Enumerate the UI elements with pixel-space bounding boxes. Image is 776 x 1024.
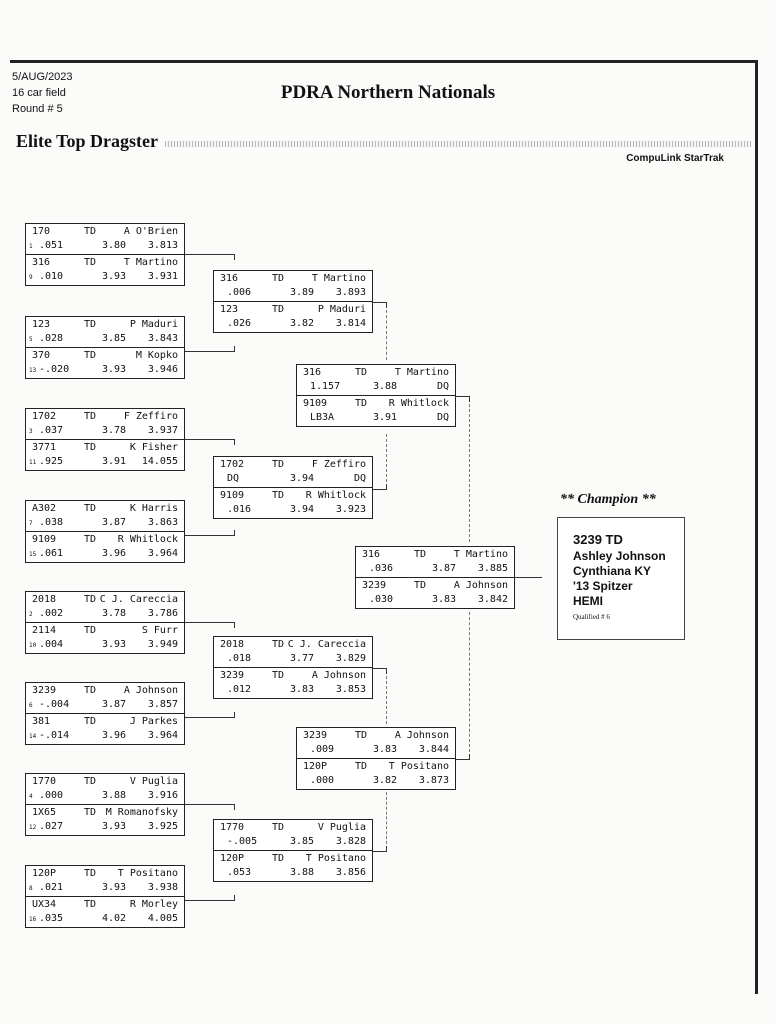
car-number: 316: [362, 549, 381, 560]
champion-label: ** Champion **: [560, 492, 656, 507]
timeslip-value: 3.964: [147, 730, 178, 741]
elapsed-time: 3.91: [102, 456, 127, 467]
bracket-connector: [185, 530, 235, 536]
timeslip-value: 3.843: [147, 333, 178, 344]
qualifying-position: 13: [29, 367, 37, 374]
elapsed-time: 3.94: [290, 473, 315, 484]
car-class: TD: [84, 625, 97, 636]
timeslip-value: 3.814: [335, 318, 366, 329]
reaction-time: .038: [39, 517, 64, 528]
racer-lane: [26, 501, 184, 531]
qualifying-position: 12: [29, 824, 37, 831]
driver-name: T Positano: [117, 868, 178, 879]
car-number: 1770: [220, 822, 245, 833]
racer-lane: [214, 667, 372, 698]
car-number: 3239: [32, 685, 57, 696]
racer-lane: [26, 317, 184, 347]
reaction-time: .061: [39, 548, 64, 559]
qualifying-position: 11: [29, 459, 37, 466]
bracket-connector: [373, 302, 387, 308]
reaction-time: .925: [39, 456, 64, 467]
car-number: 9109: [220, 490, 245, 501]
car-number: 3239: [220, 670, 245, 681]
reaction-time: -.014: [39, 730, 70, 741]
champion-engine: HEMI: [573, 594, 603, 608]
reaction-time: 1.157: [310, 381, 341, 392]
elapsed-time: 3.87: [102, 517, 127, 528]
car-class: TD: [355, 730, 368, 741]
qualifying-position: 15: [29, 551, 37, 558]
racer-lane: [214, 271, 372, 301]
timeslip-value: 3.853: [335, 684, 366, 695]
driver-name: J Parkes: [129, 716, 178, 727]
reaction-time: .006: [227, 287, 252, 298]
car-number: 120P: [303, 761, 328, 772]
car-number: 2018: [32, 594, 57, 605]
car-class: TD: [355, 761, 368, 772]
car-class: TD: [272, 639, 285, 650]
driver-name: S Furr: [141, 625, 178, 636]
timeslip-value: DQ: [353, 473, 366, 484]
car-class: TD: [272, 670, 285, 681]
bracket-dash: [469, 612, 470, 752]
car-number: 120P: [220, 853, 245, 864]
reaction-time: LB3A: [310, 412, 335, 423]
bracket-connector: [373, 846, 387, 852]
timeslip-value: 3.856: [335, 867, 366, 878]
elapsed-time: 3.87: [432, 563, 457, 574]
timeslip-value: 3.844: [418, 744, 449, 755]
bracket-connector: [185, 346, 235, 352]
reaction-time: .009: [310, 744, 335, 755]
timeslip-value: 3.937: [147, 425, 178, 436]
bracket-connector: [185, 804, 235, 810]
car-number: UX34: [32, 899, 57, 910]
timeslip-value: 3.916: [147, 790, 178, 801]
racer-lane: [26, 622, 184, 653]
round-number: Round # 5: [12, 103, 63, 115]
driver-name: P Maduri: [129, 319, 178, 330]
elapsed-time: 3.93: [102, 364, 127, 375]
semifinal-matchup: [296, 727, 456, 790]
driver-name: K Fisher: [129, 442, 178, 453]
driver-name: T Positano: [388, 761, 449, 772]
driver-name: R Morley: [129, 899, 178, 910]
reaction-time: .002: [39, 608, 64, 619]
reaction-time: .026: [227, 318, 252, 329]
driver-name: R Whitlock: [117, 534, 178, 545]
driver-name: F Zeffiro: [311, 459, 366, 470]
elapsed-time: 3.94: [290, 504, 315, 515]
bracket-dash: [386, 792, 387, 844]
qualifying-position: 3: [29, 428, 33, 435]
timeslip-value: 3.786: [147, 608, 178, 619]
timeslip-value: 3.964: [147, 548, 178, 559]
timeslip-value: 3.923: [335, 504, 366, 515]
racer-lane: [26, 409, 184, 439]
elapsed-time: 3.91: [373, 412, 398, 423]
elapsed-time: 3.85: [102, 333, 127, 344]
elapsed-time: 3.78: [102, 608, 127, 619]
elapsed-time: 3.83: [373, 744, 398, 755]
round2-matchup: [213, 819, 373, 882]
driver-name: A Johnson: [123, 685, 178, 696]
driver-name: A O'Brien: [123, 226, 178, 237]
bracket-dash: [469, 404, 470, 542]
racer-lane: [26, 254, 184, 285]
round1-matchup: [25, 773, 185, 836]
reaction-time: -.020: [39, 364, 70, 375]
qualifying-position: 7: [29, 520, 33, 527]
reaction-time: .000: [39, 790, 64, 801]
racer-lane: [26, 804, 184, 835]
round1-matchup: [25, 223, 185, 286]
round2-matchup: [213, 270, 373, 333]
car-number: 9109: [32, 534, 57, 545]
bracket-connector: [456, 754, 470, 760]
reaction-time: -.004: [39, 699, 70, 710]
elapsed-time: 3.93: [102, 639, 127, 650]
racer-lane: [26, 683, 184, 713]
timeslip-value: 3.857: [147, 699, 178, 710]
timeslip-value: 3.828: [335, 836, 366, 847]
car-class: TD: [84, 257, 97, 268]
driver-name: R Whitlock: [305, 490, 366, 501]
reaction-time: DQ: [227, 473, 240, 484]
round2-matchup: [213, 456, 373, 519]
reaction-time: .030: [369, 594, 394, 605]
elapsed-time: 3.83: [290, 684, 315, 695]
racer-lane: [356, 577, 514, 608]
timeslip-value: 3.893: [335, 287, 366, 298]
racer-lane: [297, 728, 455, 758]
race-date: 5/AUG/2023: [12, 71, 73, 83]
round1-matchup: [25, 682, 185, 745]
timeslip-value: 3.949: [147, 639, 178, 650]
bracket-connector: [373, 484, 387, 490]
racer-lane: [214, 850, 372, 881]
reaction-time: .012: [227, 684, 252, 695]
car-number: 316: [220, 273, 239, 284]
car-class: TD: [355, 398, 368, 409]
racer-lane: [26, 774, 184, 804]
driver-name: T Martino: [453, 549, 508, 560]
car-class: TD: [84, 807, 97, 818]
qualifying-position: 6: [29, 702, 33, 709]
reaction-time: .037: [39, 425, 64, 436]
reaction-time: .010: [39, 271, 64, 282]
elapsed-time: 3.85: [290, 836, 315, 847]
racer-lane: [297, 365, 455, 395]
car-class: TD: [272, 459, 285, 470]
driver-name: V Puglia: [129, 776, 178, 787]
racer-lane: [26, 439, 184, 470]
car-class: TD: [84, 226, 97, 237]
timeslip-value: 14.055: [141, 456, 178, 467]
driver-name: A Johnson: [394, 730, 449, 741]
car-number: 120P: [32, 868, 57, 879]
racer-lane: [26, 866, 184, 896]
racer-lane: [26, 224, 184, 254]
racer-lane: [297, 758, 455, 789]
timeslip-value: 3.925: [147, 821, 178, 832]
racer-lane: [26, 347, 184, 378]
car-class: TD: [414, 580, 427, 591]
round1-matchup: [25, 316, 185, 379]
qualifying-position: 5: [29, 336, 33, 343]
racer-lane: [214, 457, 372, 487]
driver-name: T Positano: [305, 853, 366, 864]
elapsed-time: 3.77: [290, 653, 315, 664]
elapsed-time: 3.93: [102, 882, 127, 893]
timeslip-value: DQ: [436, 412, 449, 423]
elapsed-time: 3.88: [102, 790, 127, 801]
car-class: TD: [84, 534, 97, 545]
bracket-dash: [386, 676, 387, 724]
elapsed-time: 3.89: [290, 287, 315, 298]
round1-matchup: [25, 865, 185, 928]
car-class: TD: [84, 685, 97, 696]
car-class: TD: [272, 304, 285, 315]
driver-name: T Martino: [123, 257, 178, 268]
class-title-rule: [165, 141, 752, 147]
timeslip-value: 3.938: [147, 882, 178, 893]
champion-qualified: Qualified # 6: [573, 613, 610, 621]
racer-lane: [26, 531, 184, 562]
reaction-time: .016: [227, 504, 252, 515]
elapsed-time: 3.93: [102, 821, 127, 832]
car-number: 1702: [32, 411, 57, 422]
reaction-time: .036: [369, 563, 394, 574]
car-number: 3239: [362, 580, 387, 591]
car-class: TD: [84, 442, 97, 453]
driver-name: K Harris: [129, 503, 178, 514]
elapsed-time: 3.88: [290, 867, 315, 878]
driver-name: F Zeffiro: [123, 411, 178, 422]
reaction-time: -.005: [227, 836, 258, 847]
timeslip-value: DQ: [436, 381, 449, 392]
car-class: TD: [84, 503, 97, 514]
car-number: 316: [32, 257, 51, 268]
driver-name: M Romanofsky: [105, 807, 178, 818]
elapsed-time: 3.83: [432, 594, 457, 605]
car-number: 2114: [32, 625, 57, 636]
car-number: 123: [32, 319, 51, 330]
event-title: PDRA Northern Nationals: [280, 82, 496, 103]
racer-lane: [26, 713, 184, 744]
reaction-time: .000: [310, 775, 335, 786]
racer-lane: [356, 547, 514, 577]
bracket-connector: [456, 396, 470, 402]
timing-system: CompuLink StarTrak: [626, 153, 724, 164]
champion-box: [557, 517, 685, 640]
timeslip-value: 3.885: [477, 563, 508, 574]
car-class: TD: [84, 899, 97, 910]
racer-lane: [214, 487, 372, 518]
reaction-time: .028: [39, 333, 64, 344]
elapsed-time: 3.82: [290, 318, 315, 329]
car-number: 381: [32, 716, 51, 727]
champion-driver: Ashley Johnson: [573, 549, 666, 563]
bracket-connector: [185, 895, 235, 901]
round1-matchup: [25, 408, 185, 471]
timeslip-value: 3.873: [418, 775, 449, 786]
car-class: TD: [84, 594, 97, 605]
car-class: TD: [414, 549, 427, 560]
qualifying-position: 14: [29, 733, 37, 740]
racer-lane: [214, 301, 372, 332]
semifinal-matchup: [296, 364, 456, 427]
reaction-time: .053: [227, 867, 252, 878]
qualifying-position: 4: [29, 793, 33, 800]
racer-lane: [297, 395, 455, 426]
reaction-time: .021: [39, 882, 64, 893]
car-class: TD: [84, 411, 97, 422]
car-class: TD: [272, 490, 285, 501]
car-number: 316: [303, 367, 322, 378]
driver-name: V Puglia: [317, 822, 366, 833]
timeslip-value: 3.863: [147, 517, 178, 528]
qualifying-position: 16: [29, 916, 37, 923]
champion-chassis: '13 Spitzer: [573, 579, 633, 593]
racer-lane: [214, 820, 372, 850]
car-number: 1X65: [32, 807, 57, 818]
bracket-connector: [185, 439, 235, 445]
driver-name: R Whitlock: [388, 398, 449, 409]
field-size: 16 car field: [12, 87, 66, 99]
driver-name: P Maduri: [317, 304, 366, 315]
car-number: 3771: [32, 442, 57, 453]
racer-lane: [26, 592, 184, 622]
bracket-dash: [386, 310, 387, 360]
car-number: A302: [32, 503, 57, 514]
elapsed-time: 3.78: [102, 425, 127, 436]
champion-car-class: 3239 TD: [573, 532, 623, 547]
qualifying-position: 1: [29, 243, 33, 250]
reaction-time: .018: [227, 653, 252, 664]
reaction-time: .027: [39, 821, 64, 832]
car-number: 1702: [220, 459, 245, 470]
car-number: 3239: [303, 730, 328, 741]
class-title: Elite Top Dragster: [16, 131, 158, 151]
elapsed-time: 3.87: [102, 699, 127, 710]
bracket-connector: [185, 622, 235, 628]
bracket-connector: [185, 712, 235, 718]
round2-matchup: [213, 636, 373, 699]
car-number: 1770: [32, 776, 57, 787]
reaction-time: .004: [39, 639, 64, 650]
bracket-connector: [515, 577, 542, 578]
timeslip-value: 3.829: [335, 653, 366, 664]
racer-lane: [214, 637, 372, 667]
reaction-time: .051: [39, 240, 64, 251]
round1-matchup: [25, 591, 185, 654]
driver-name: C J. Careccia: [99, 594, 178, 605]
car-class: TD: [355, 367, 368, 378]
car-class: TD: [84, 350, 97, 361]
racer-lane: [26, 896, 184, 927]
car-number: 123: [220, 304, 239, 315]
car-class: TD: [272, 822, 285, 833]
car-number: 170: [32, 226, 51, 237]
frame-top-rule: [10, 60, 758, 63]
car-number: 370: [32, 350, 51, 361]
car-class: TD: [272, 853, 285, 864]
driver-name: C J. Careccia: [287, 639, 366, 650]
qualifying-position: 10: [29, 642, 37, 649]
qualifying-position: 8: [29, 885, 33, 892]
qualifying-position: 2: [29, 611, 33, 618]
elapsed-time: 3.96: [102, 730, 127, 741]
driver-name: A Johnson: [453, 580, 508, 591]
timeslip-value: 3.946: [147, 364, 178, 375]
frame-right-rule: [755, 60, 758, 994]
timeslip-value: 3.813: [147, 240, 178, 251]
car-class: TD: [84, 319, 97, 330]
reaction-time: .035: [39, 913, 64, 924]
car-class: TD: [272, 273, 285, 284]
elapsed-time: 4.02: [102, 913, 127, 924]
timeslip-value: 3.931: [147, 271, 178, 282]
elapsed-time: 3.96: [102, 548, 127, 559]
timeslip-value: 4.005: [147, 913, 178, 924]
elapsed-time: 3.93: [102, 271, 127, 282]
car-class: TD: [84, 868, 97, 879]
driver-name: T Martino: [311, 273, 366, 284]
timeslip-value: 3.842: [477, 594, 508, 605]
car-class: TD: [84, 776, 97, 787]
bracket-connector: [373, 668, 387, 674]
final-matchup: [355, 546, 515, 609]
car-number: 9109: [303, 398, 328, 409]
elapsed-time: 3.88: [373, 381, 398, 392]
driver-name: A Johnson: [311, 670, 366, 681]
bracket-dash: [386, 434, 387, 482]
champion-hometown: Cynthiana KY: [573, 564, 652, 578]
driver-name: M Kopko: [135, 350, 178, 361]
round1-matchup: [25, 500, 185, 563]
bracket-connector: [185, 254, 235, 260]
driver-name: T Martino: [394, 367, 449, 378]
car-class: TD: [84, 716, 97, 727]
qualifying-position: 9: [29, 274, 33, 281]
elapsed-time: 3.80: [102, 240, 127, 251]
elapsed-time: 3.82: [373, 775, 398, 786]
car-number: 2018: [220, 639, 245, 650]
